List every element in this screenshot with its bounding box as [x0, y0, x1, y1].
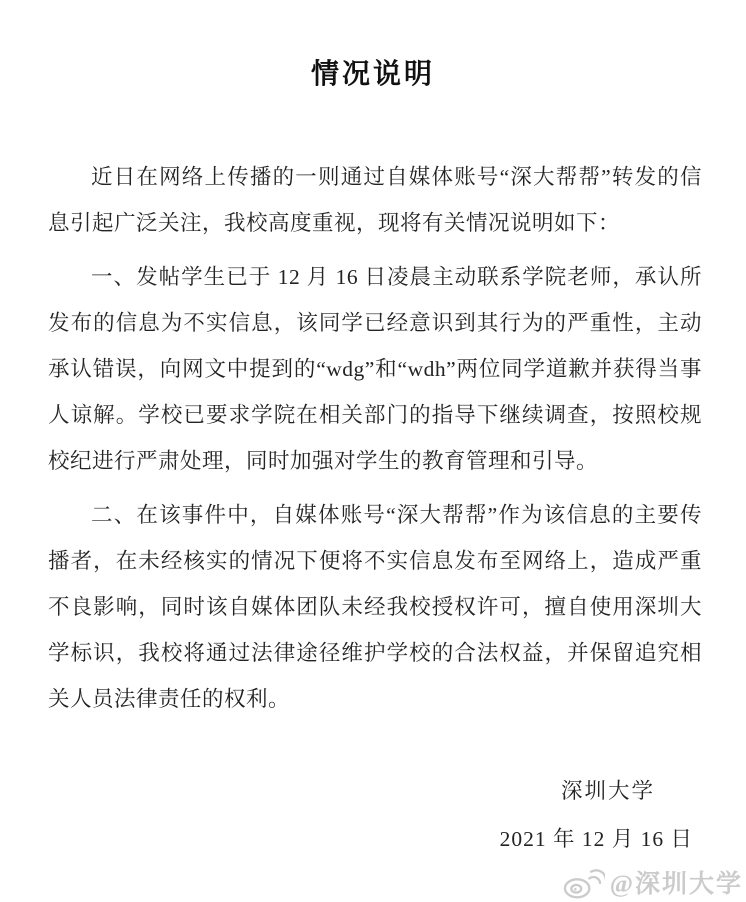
signature-date: 2021 年 12 月 16 日 — [499, 827, 693, 851]
paragraph-intro: 近日在网络上传播的一则通过自媒体账号“深大帮帮”转发的信息引起广泛关注，我校高度重视，现将有关情况说明如下： — [48, 165, 702, 235]
document-title: 情况说明 — [310, 59, 435, 90]
watermark-text: @深圳大学 — [609, 871, 743, 898]
signature-block — [0, 768, 746, 862]
document-body — [48, 154, 702, 722]
watermark — [561, 864, 743, 900]
weibo-icon — [561, 864, 605, 900]
paragraph-item-2: 二、在该事件中，自媒体账号“深大帮帮”作为该信息的主要传播者，在未经核实的情况下便将不实信息发布至网络上，造成严重不良影响，同时该自媒体团队未经我校授权许可，擅自使用深圳大学标识，我校将通过法律途径维护学校的合法权益，并保留追究相关人员法律责任的权利。 — [48, 503, 702, 711]
paragraph-item-1: 一、发帖学生已于 12 月 16 日凌晨主动联系学院老师，承认所发布的信息为不实信息，该同学已经意识到其行为的严重性，主动承认错误，向网文中提到的“wdg”和“wdh”两位同学道歉并获得当事人谅解。学校已要求学院在相关部门的指导下继续调查，按照校规校纪进行严肃处理，同时加强对学生的教育管理和引导。 — [48, 265, 702, 473]
signature-org: 深圳大学 — [560, 779, 655, 803]
